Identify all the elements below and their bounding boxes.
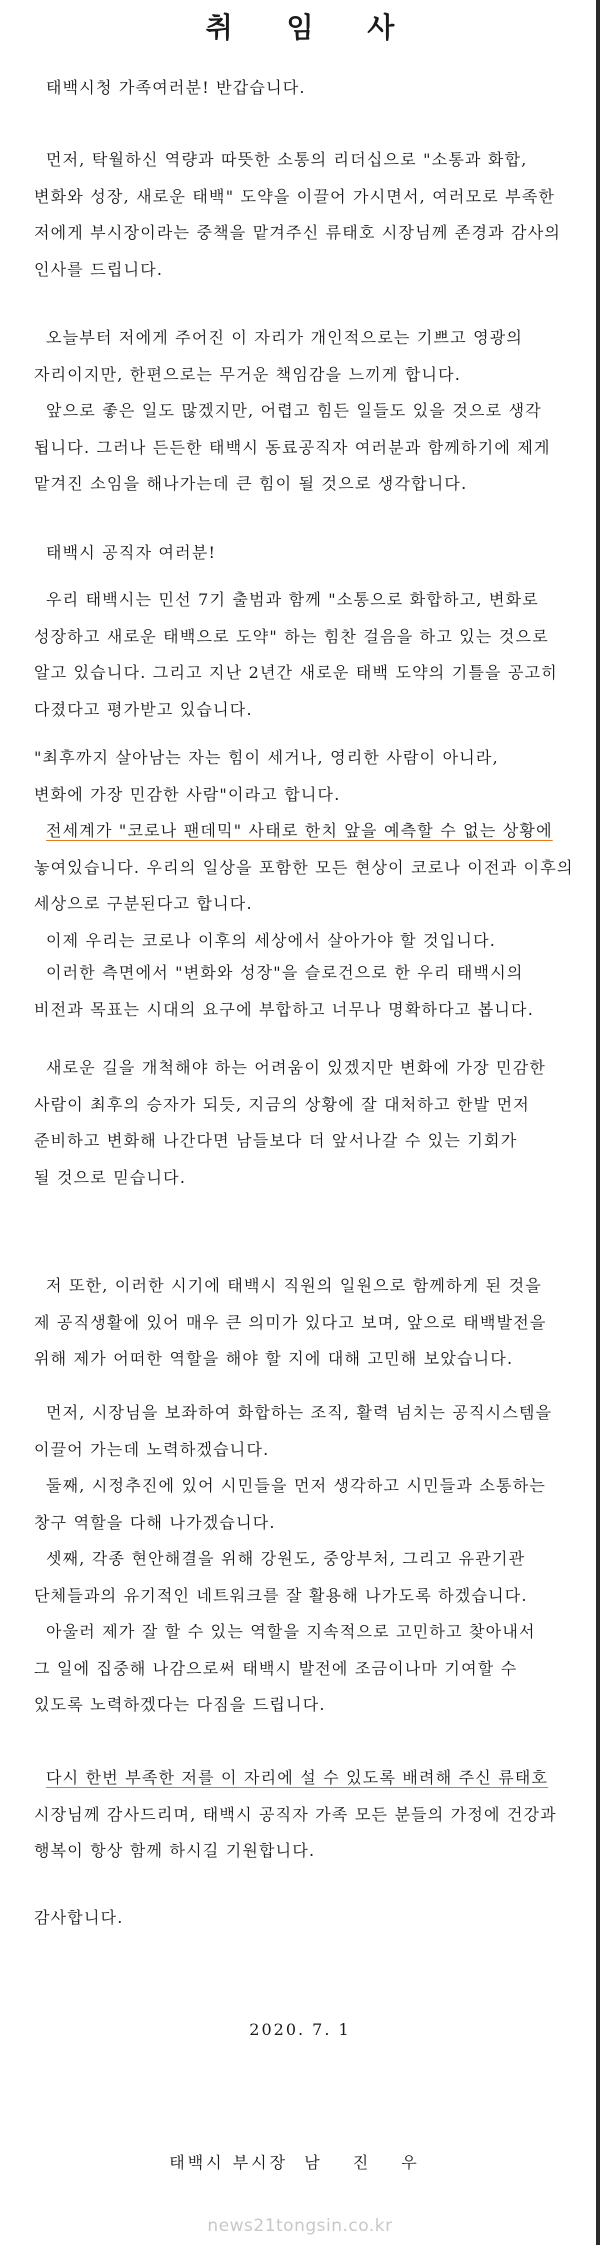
paragraph-closing-thanks: [34, 1760, 582, 1870]
text-line: 제 공직생활에 있어 매우 큰 의미가 있다고 보며, 앞으로 태백발전을: [34, 1312, 547, 1332]
text-line: 알고 있습니다. 그리고 지난 2년간 새로운 태백 도약의 기틀을 공고히: [34, 663, 558, 682]
source-watermark: news21tongsin.co.kr: [207, 2216, 393, 2236]
text-line: 세상으로 구분된다고 합니다.: [34, 894, 253, 913]
text-line: 이끌어 가는데 노력하겠습니다.: [34, 1439, 270, 1459]
text-line: 그 일에 집중해 나감으로써 태백시 발전에 조금이나마 기여할 수: [34, 1658, 518, 1678]
text-line: 저에게 부시장이라는 중책을 맡겨주신 류태호 시장님께 존경과 감사의: [34, 223, 562, 242]
page-edge-border: [596, 0, 600, 2245]
text-line: 놓여있습니다. 우리의 일상을 포함한 모든 현상이 코로나 이전과 이후의: [34, 857, 574, 877]
text-line: 감사합니다.: [34, 1908, 124, 1927]
paragraph-change: [34, 740, 582, 959]
text-line: 변화에 가장 민감한 사람"이라고 합니다.: [34, 784, 341, 804]
signature-title: 태백시 부시장: [169, 2153, 289, 2172]
signature-name: 남 진 우: [304, 2153, 431, 2172]
text-line: 준비하고 변화해 나간다면 남들보다 더 앞서나갈 수 있는 기회가: [34, 1131, 518, 1150]
text-line: 둘째, 시정추진에 있어 시민들을 먼저 생각하고 시민들과 소통하는: [46, 1476, 547, 1495]
signature-block: [0, 2150, 600, 2173]
paragraph-address: [34, 535, 582, 572]
paragraph-my-role: [34, 1268, 582, 1378]
document-date: 2020. 7. 1: [249, 2020, 351, 2039]
text-line: 행복이 항상 함께 하시길 기원합니다.: [34, 1841, 316, 1860]
text-line: 태백시 공직자 여러분!: [46, 543, 217, 562]
paragraph-responsibility: [34, 320, 582, 503]
text-line: 셋째, 각종 현안해결을 위해 강원도, 중앙부처, 그리고 유관기관: [46, 1549, 526, 1568]
text-line: 새로운 길을 개척해야 하는 어려움이 있겠지만 변화에 가장 민감한: [46, 1058, 547, 1077]
text-line: 사람이 최후의 승자가 되듯, 지금의 상황에 잘 대처하고 한발 먼저: [34, 1094, 530, 1114]
paragraph-thanks-mayor: [34, 142, 582, 288]
text-line: 먼저, 탁월하신 역량과 따뜻한 소통의 리더십으로 "소통과 화합,: [46, 150, 528, 169]
text-line: 될 것으로 믿습니다.: [34, 1167, 187, 1187]
text-line: 위해 제가 어떠한 역할을 해야 할 지에 대해 고민해 보았습니다.: [34, 1349, 514, 1368]
text-line: 비전과 목표는 시대의 요구에 부합하고 너무나 명확하다고 봅니다.: [34, 999, 535, 1019]
text-line: 단체들과의 유기적인 네트워크를 잘 활용해 나가도록 하겠습니다.: [34, 1585, 528, 1605]
text-line: 성장하고 새로운 태백으로 도약" 하는 힘찬 걸음을 하고 있는 것으로: [34, 626, 549, 646]
text-line: 저 또한, 이러한 시기에 태백시 직원의 일원으로 함께하게 된 것을: [46, 1276, 542, 1295]
text-line: "최후까지 살아남는 자는 힘이 세거나, 영리한 사람이 아니라,: [34, 748, 499, 767]
paragraph-taebaek-vision: [34, 582, 582, 728]
text-line: 인사를 드립니다.: [34, 259, 164, 279]
paragraph-slogan: [34, 955, 582, 1028]
paragraph-new-path: [34, 1050, 582, 1196]
text-line: 다졌다고 평가받고 있습니다.: [34, 699, 253, 719]
paragraph-greeting: [34, 70, 582, 107]
text-line: 시장님께 감사드리며, 태백시 공직자 가족 모든 분들의 가정에 건강과: [34, 1804, 557, 1824]
text-line: 오늘부터 저에게 주어진 이 자리가 개인적으로는 기쁘고 영광의: [46, 328, 524, 347]
text-line: 먼저, 시장님을 보좌하여 화합하는 조직, 활력 넘치는 공직시스템을: [46, 1403, 553, 1422]
text-line: 다시 한번 부족한 저를 이 자리에 설 수 있도록 배려해 주신 류태호: [46, 1768, 549, 1787]
document-title: 취 임 사: [205, 11, 417, 44]
paragraph-gratitude: [34, 1900, 582, 1937]
text-line: 태백시청 가족여러분! 반갑습니다.: [46, 78, 306, 97]
text-line: 맡겨진 소임을 해나가는데 큰 힘이 될 것으로 생각합니다.: [34, 474, 468, 493]
text-line: 창구 역할을 다해 나가겠습니다.: [34, 1512, 276, 1532]
text-line: 이제 우리는 코로나 이후의 세상에서 살아가야 할 것입니다.: [46, 930, 497, 950]
text-line: 아울러 제가 잘 할 수 있는 역할을 지속적으로 고민하고 찾아내서: [46, 1622, 536, 1641]
text-line: 됩니다. 그러나 든든한 태백시 동료공직자 여러분과 함께하기에 제게: [34, 437, 551, 457]
text-line: 이러한 측면에서 "변화와 성장"을 슬로건으로 한 우리 태백시의: [46, 963, 524, 982]
text-line: 우리 태백시는 민선 7기 출범과 함께 "소통으로 화합하고, 변화로: [46, 590, 539, 609]
text-line: 변화와 성장, 새로운 태백" 도약을 이끌어 가시면서, 여러모로 부족한: [34, 186, 556, 206]
text-line: 앞으로 좋은 일도 많겠지만, 어렵고 힘든 일들도 있을 것으로 생각: [46, 401, 542, 420]
text-line: 자리이지만, 한편으로는 무거운 책임감을 느끼게 합니다.: [34, 364, 462, 384]
text-line: 있도록 노력하겠다는 다짐을 드립니다.: [34, 1695, 326, 1714]
text-line: 전세계가 "코로나 팬데믹" 사태로 한치 앞을 예측할 수 없는 상황에: [46, 821, 553, 840]
paragraph-commitments: [34, 1395, 582, 1724]
